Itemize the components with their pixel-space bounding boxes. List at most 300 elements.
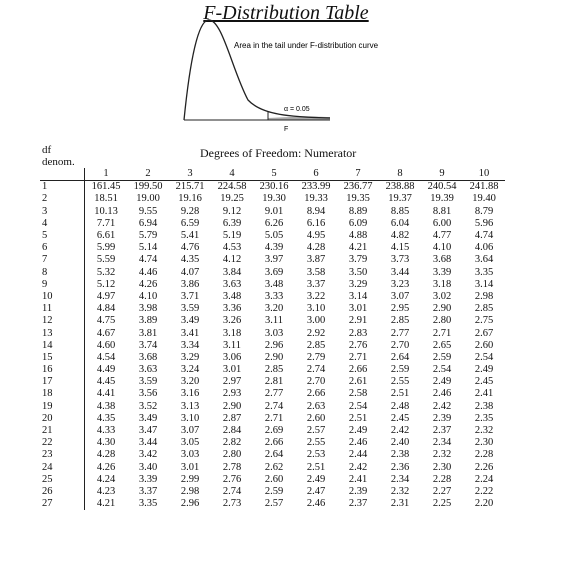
table-cell: 5.05 bbox=[264, 230, 284, 242]
table-cell: 3.01 bbox=[222, 364, 242, 376]
table-cell: 2.51 bbox=[348, 412, 368, 424]
table-cell: 2.69 bbox=[264, 425, 284, 437]
table-cell: 2.96 bbox=[180, 498, 200, 510]
table-cell: 6.00 bbox=[432, 217, 452, 229]
table-cell: 2.45 bbox=[390, 412, 410, 424]
table-cell: 3.07 bbox=[390, 290, 410, 302]
table-cell: 19.37 bbox=[388, 193, 412, 205]
table-cell: 3.01 bbox=[348, 303, 368, 315]
table-cell: 9.12 bbox=[222, 205, 242, 217]
column-header: 6 bbox=[295, 168, 337, 181]
table-cell: 3.03 bbox=[180, 449, 200, 461]
table-cell: 2.64 bbox=[264, 449, 284, 461]
table-cell: 2.35 bbox=[474, 412, 494, 424]
table-cell: 5.12 bbox=[96, 278, 116, 290]
table-cell: 2.85 bbox=[306, 339, 326, 351]
table-cell: 19.00 bbox=[136, 193, 160, 205]
table-cell: 2.41 bbox=[348, 473, 368, 485]
table-cell: 3.74 bbox=[138, 339, 158, 351]
table-cell: 2.48 bbox=[390, 400, 410, 412]
table-cell: 3.23 bbox=[390, 278, 410, 290]
table-cell: 2.38 bbox=[474, 400, 494, 412]
table-cell: 2.40 bbox=[390, 437, 410, 449]
table-cell: 4.38 bbox=[96, 400, 116, 412]
table-cell: 2.46 bbox=[306, 498, 326, 510]
table-row bbox=[40, 303, 505, 315]
table-row bbox=[40, 279, 505, 291]
table-cell: 3.50 bbox=[348, 266, 368, 278]
table-cell: 4.54 bbox=[96, 351, 116, 363]
table-cell: 5.96 bbox=[474, 217, 494, 229]
table-cell: 2.90 bbox=[264, 351, 284, 363]
table-cell: 2.20 bbox=[474, 498, 494, 510]
table-cell: 2.90 bbox=[432, 303, 452, 315]
table-cell: 5.99 bbox=[96, 242, 116, 254]
table-cell: 3.16 bbox=[180, 388, 200, 400]
table-cell: 2.41 bbox=[474, 388, 494, 400]
table-cell: 236.77 bbox=[343, 181, 373, 193]
table-cell: 3.22 bbox=[306, 290, 326, 302]
row-df-label: 1 bbox=[40, 181, 85, 194]
table-cell: 2.80 bbox=[222, 449, 242, 461]
table-cell: 4.84 bbox=[96, 303, 116, 315]
table-cell: 2.91 bbox=[348, 315, 368, 327]
table-row bbox=[40, 486, 505, 498]
table-cell: 2.27 bbox=[432, 485, 452, 497]
row-df-label: 25 bbox=[40, 474, 85, 486]
table-cell: 3.59 bbox=[180, 303, 200, 315]
table-cell: 4.53 bbox=[222, 242, 242, 254]
table-cell: 2.26 bbox=[474, 461, 494, 473]
table-cell: 2.37 bbox=[432, 425, 452, 437]
table-cell: 3.13 bbox=[180, 400, 200, 412]
table-cell: 2.51 bbox=[390, 388, 410, 400]
table-cell: 199.50 bbox=[133, 181, 163, 193]
table-cell: 7.71 bbox=[96, 217, 116, 229]
row-df-label: 27 bbox=[40, 498, 85, 510]
table-cell: 19.33 bbox=[304, 193, 328, 205]
row-df-label: 23 bbox=[40, 449, 85, 461]
row-df-label: 24 bbox=[40, 462, 85, 474]
table-cell: 4.10 bbox=[432, 242, 452, 254]
row-df-label: 15 bbox=[40, 352, 85, 364]
table-cell: 4.77 bbox=[432, 230, 452, 242]
table-cell: 4.41 bbox=[96, 388, 116, 400]
table-cell: 2.77 bbox=[264, 388, 284, 400]
table-cell: 2.44 bbox=[348, 449, 368, 461]
table-cell: 2.24 bbox=[474, 473, 494, 485]
table-cell: 3.81 bbox=[138, 327, 158, 339]
row-df-label: 5 bbox=[40, 230, 85, 242]
table-cell: 2.81 bbox=[264, 376, 284, 388]
table-cell: 2.71 bbox=[432, 327, 452, 339]
table-cell: 4.74 bbox=[138, 254, 158, 266]
column-header: 7 bbox=[337, 168, 379, 181]
row-df-label: 13 bbox=[40, 327, 85, 339]
table-cell: 8.85 bbox=[390, 205, 410, 217]
table-row bbox=[40, 364, 505, 376]
table-cell: 3.41 bbox=[180, 327, 200, 339]
table-cell: 2.60 bbox=[264, 473, 284, 485]
table-cell: 3.26 bbox=[222, 315, 242, 327]
table-cell: 2.90 bbox=[222, 400, 242, 412]
table-cell: 2.49 bbox=[432, 376, 452, 388]
table-cell: 2.76 bbox=[348, 339, 368, 351]
table-cell: 2.63 bbox=[306, 400, 326, 412]
header-corner bbox=[40, 168, 85, 181]
table-cell: 3.71 bbox=[180, 290, 200, 302]
table-cell: 2.77 bbox=[390, 327, 410, 339]
table-row bbox=[40, 254, 505, 266]
table-row bbox=[40, 413, 505, 425]
table-cell: 2.42 bbox=[390, 425, 410, 437]
table-cell: 2.66 bbox=[306, 388, 326, 400]
table-cell: 2.32 bbox=[474, 425, 494, 437]
table-cell: 2.53 bbox=[306, 449, 326, 461]
table-cell: 2.96 bbox=[264, 339, 284, 351]
table-cell: 3.18 bbox=[222, 327, 242, 339]
table-cell: 3.44 bbox=[138, 437, 158, 449]
table-cell: 4.49 bbox=[96, 364, 116, 376]
table-cell: 2.98 bbox=[474, 290, 494, 302]
table-cell: 4.26 bbox=[138, 278, 158, 290]
table-cell: 3.84 bbox=[222, 266, 242, 278]
table-cell: 9.28 bbox=[180, 205, 200, 217]
column-header: 10 bbox=[463, 168, 505, 181]
table-cell: 2.38 bbox=[390, 449, 410, 461]
table-cell: 2.64 bbox=[390, 351, 410, 363]
table-cell: 2.37 bbox=[348, 498, 368, 510]
table-cell: 2.39 bbox=[348, 485, 368, 497]
table-cell: 2.54 bbox=[474, 351, 494, 363]
table-cell: 161.45 bbox=[91, 181, 121, 193]
table-cell: 6.16 bbox=[306, 217, 326, 229]
table-row bbox=[40, 327, 505, 339]
table-cell: 3.48 bbox=[264, 278, 284, 290]
table-cell: 3.98 bbox=[138, 303, 158, 315]
table-cell: 19.39 bbox=[430, 193, 454, 205]
table-row bbox=[40, 498, 505, 510]
table-cell: 3.02 bbox=[432, 290, 452, 302]
table-cell: 2.39 bbox=[432, 412, 452, 424]
table-cell: 3.39 bbox=[432, 266, 452, 278]
table-cell: 2.31 bbox=[390, 498, 410, 510]
column-header: 5 bbox=[253, 168, 295, 181]
table-cell: 3.69 bbox=[264, 266, 284, 278]
table-cell: 3.39 bbox=[138, 473, 158, 485]
table-cell: 2.59 bbox=[432, 351, 452, 363]
page-title: F-Distribution Table bbox=[203, 2, 369, 24]
table-cell: 3.24 bbox=[180, 364, 200, 376]
table-cell: 3.79 bbox=[348, 254, 368, 266]
table-cell: 2.84 bbox=[222, 425, 242, 437]
table-cell: 3.29 bbox=[348, 278, 368, 290]
table-cell: 3.68 bbox=[138, 351, 158, 363]
table-row bbox=[40, 401, 505, 413]
table-cell: 3.49 bbox=[180, 315, 200, 327]
table-cell: 6.26 bbox=[264, 217, 284, 229]
table-cell: 2.92 bbox=[306, 327, 326, 339]
table-row bbox=[40, 462, 505, 474]
table-cell: 3.10 bbox=[180, 412, 200, 424]
table-cell: 3.11 bbox=[265, 315, 283, 327]
table-cell: 2.36 bbox=[390, 461, 410, 473]
table-cell: 233.99 bbox=[301, 181, 331, 193]
table-cell: 4.28 bbox=[306, 242, 326, 254]
column-group-title: Degrees of Freedom: Numerator bbox=[200, 146, 357, 160]
table-cell: 8.89 bbox=[348, 205, 368, 217]
column-header-row bbox=[40, 168, 505, 181]
table-cell: 5.59 bbox=[96, 254, 116, 266]
table-cell: 3.44 bbox=[390, 266, 410, 278]
table-cell: 2.30 bbox=[474, 437, 494, 449]
table-cell: 2.70 bbox=[390, 339, 410, 351]
table-cell: 2.71 bbox=[264, 412, 284, 424]
table-cell: 3.35 bbox=[474, 266, 494, 278]
table-cell: 2.60 bbox=[306, 412, 326, 424]
table-cell: 3.64 bbox=[474, 254, 494, 266]
table-row bbox=[40, 376, 505, 388]
table-cell: 4.60 bbox=[96, 339, 116, 351]
table-cell: 2.28 bbox=[432, 473, 452, 485]
f-table bbox=[40, 168, 505, 510]
table-cell: 3.01 bbox=[180, 461, 200, 473]
table-cell: 6.61 bbox=[96, 230, 116, 242]
table-cell: 3.34 bbox=[180, 339, 200, 351]
table-cell: 2.75 bbox=[474, 315, 494, 327]
table-cell: 4.82 bbox=[390, 230, 410, 242]
table-cell: 5.19 bbox=[222, 230, 242, 242]
table-cell: 2.46 bbox=[348, 437, 368, 449]
row-df-label: 7 bbox=[40, 254, 85, 266]
table-cell: 2.85 bbox=[474, 303, 494, 315]
column-header: 2 bbox=[127, 168, 169, 181]
table-cell: 3.58 bbox=[306, 266, 326, 278]
table-cell: 19.30 bbox=[262, 193, 286, 205]
table-cell: 19.16 bbox=[178, 193, 202, 205]
table-cell: 2.98 bbox=[180, 485, 200, 497]
table-cell: 3.68 bbox=[432, 254, 452, 266]
row-df-label: 17 bbox=[40, 376, 85, 388]
table-cell: 238.88 bbox=[385, 181, 415, 193]
table-cell: 2.78 bbox=[222, 461, 242, 473]
table-cell: 2.55 bbox=[306, 437, 326, 449]
table-row bbox=[40, 352, 505, 364]
table-cell: 2.54 bbox=[432, 364, 452, 376]
table-cell: 2.87 bbox=[222, 412, 242, 424]
table-cell: 4.45 bbox=[96, 376, 116, 388]
table-row bbox=[40, 437, 505, 449]
table-cell: 3.37 bbox=[138, 485, 158, 497]
table-cell: 18.51 bbox=[94, 193, 118, 205]
table-cell: 4.75 bbox=[96, 315, 116, 327]
table-cell: 2.22 bbox=[474, 485, 494, 497]
table-row bbox=[40, 340, 505, 352]
table-cell: 3.20 bbox=[180, 376, 200, 388]
table-cell: 3.97 bbox=[264, 254, 284, 266]
table-cell: 2.34 bbox=[432, 437, 452, 449]
row-df-label: 12 bbox=[40, 315, 85, 327]
row-df-label: 20 bbox=[40, 413, 85, 425]
table-cell: 3.05 bbox=[180, 437, 200, 449]
column-header: 8 bbox=[379, 168, 421, 181]
table-row bbox=[40, 474, 505, 486]
table-cell: 19.40 bbox=[472, 193, 496, 205]
table-cell: 19.35 bbox=[346, 193, 370, 205]
table-cell: 2.62 bbox=[264, 461, 284, 473]
table-cell: 2.42 bbox=[348, 461, 368, 473]
table-row bbox=[40, 291, 505, 303]
table-cell: 3.29 bbox=[180, 351, 200, 363]
table-cell: 2.66 bbox=[348, 364, 368, 376]
table-cell: 2.74 bbox=[264, 400, 284, 412]
table-cell: 3.18 bbox=[432, 278, 452, 290]
table-cell: 3.86 bbox=[180, 278, 200, 290]
table-cell: 4.35 bbox=[180, 254, 200, 266]
row-df-label: 8 bbox=[40, 267, 85, 279]
table-cell: 8.94 bbox=[306, 205, 326, 217]
f-axis-label: F bbox=[284, 126, 289, 133]
table-cell: 6.94 bbox=[138, 217, 158, 229]
column-header: 1 bbox=[85, 168, 128, 181]
table-cell: 4.21 bbox=[96, 498, 116, 510]
table-cell: 19.25 bbox=[220, 193, 244, 205]
table-cell: 2.49 bbox=[348, 425, 368, 437]
table-cell: 2.93 bbox=[222, 388, 242, 400]
table-cell: 2.85 bbox=[390, 315, 410, 327]
table-cell: 4.46 bbox=[138, 266, 158, 278]
column-header: 3 bbox=[169, 168, 211, 181]
table-cell: 2.30 bbox=[432, 461, 452, 473]
table-cell: 4.12 bbox=[222, 254, 242, 266]
table-cell: 4.97 bbox=[96, 290, 116, 302]
column-header: 4 bbox=[211, 168, 253, 181]
table-cell: 3.37 bbox=[306, 278, 326, 290]
table-cell: 3.03 bbox=[264, 327, 284, 339]
table-cell: 2.74 bbox=[222, 485, 242, 497]
table-cell: 4.21 bbox=[348, 242, 368, 254]
table-cell: 3.14 bbox=[348, 290, 368, 302]
row-df-label: 3 bbox=[40, 206, 85, 218]
table-cell: 2.49 bbox=[306, 473, 326, 485]
table-cell: 8.79 bbox=[474, 205, 494, 217]
alpha-label: α = 0.05 bbox=[284, 106, 310, 113]
table-cell: 4.30 bbox=[96, 437, 116, 449]
table-row bbox=[40, 449, 505, 461]
table-cell: 4.74 bbox=[474, 230, 494, 242]
table-cell: 2.67 bbox=[474, 327, 494, 339]
table-cell: 2.45 bbox=[474, 376, 494, 388]
table-cell: 2.82 bbox=[222, 437, 242, 449]
table-cell: 2.55 bbox=[390, 376, 410, 388]
table-cell: 2.99 bbox=[180, 473, 200, 485]
table-cell: 2.32 bbox=[432, 449, 452, 461]
table-cell: 230.16 bbox=[259, 181, 289, 193]
table-cell: 3.48 bbox=[222, 290, 242, 302]
table-cell: 3.10 bbox=[306, 303, 326, 315]
table-cell: 2.51 bbox=[306, 461, 326, 473]
row-df-label: 21 bbox=[40, 425, 85, 437]
row-df-label: 14 bbox=[40, 340, 85, 352]
table-cell: 3.07 bbox=[180, 425, 200, 437]
table-cell: 8.81 bbox=[432, 205, 452, 217]
row-df-label: 18 bbox=[40, 388, 85, 400]
table-cell: 3.47 bbox=[138, 425, 158, 437]
table-cell: 4.67 bbox=[96, 327, 116, 339]
table-cell: 2.66 bbox=[264, 437, 284, 449]
table-row bbox=[40, 181, 505, 194]
table-cell: 2.60 bbox=[474, 339, 494, 351]
row-header-denom: denom. bbox=[42, 156, 75, 168]
table-cell: 2.76 bbox=[222, 473, 242, 485]
table-cell: 4.95 bbox=[306, 230, 326, 242]
table-row bbox=[40, 218, 505, 230]
table-cell: 3.20 bbox=[264, 303, 284, 315]
table-cell: 6.09 bbox=[348, 217, 368, 229]
table-cell: 6.59 bbox=[180, 217, 200, 229]
table-cell: 2.47 bbox=[306, 485, 326, 497]
table-row bbox=[40, 242, 505, 254]
table-cell: 4.26 bbox=[96, 461, 116, 473]
table-cell: 3.11 bbox=[223, 339, 241, 351]
table-cell: 5.41 bbox=[180, 230, 200, 242]
row-df-label: 9 bbox=[40, 279, 85, 291]
row-df-label: 10 bbox=[40, 291, 85, 303]
table-row bbox=[40, 193, 505, 205]
table-cell: 4.39 bbox=[264, 242, 284, 254]
table-cell: 3.14 bbox=[474, 278, 494, 290]
table-cell: 2.59 bbox=[264, 485, 284, 497]
table-row bbox=[40, 267, 505, 279]
table-cell: 6.04 bbox=[390, 217, 410, 229]
table-cell: 2.95 bbox=[390, 303, 410, 315]
table-cell: 4.35 bbox=[96, 412, 116, 424]
row-df-label: 22 bbox=[40, 437, 85, 449]
table-row bbox=[40, 425, 505, 437]
curve-caption: Area in the tail under F-distribution curve bbox=[234, 41, 379, 50]
table-cell: 241.88 bbox=[469, 181, 499, 193]
row-df-label: 2 bbox=[40, 193, 85, 205]
table-cell: 2.42 bbox=[432, 400, 452, 412]
table-cell: 4.06 bbox=[474, 242, 494, 254]
table-cell: 3.33 bbox=[264, 290, 284, 302]
row-df-label: 16 bbox=[40, 364, 85, 376]
table-row bbox=[40, 315, 505, 327]
table-cell: 3.49 bbox=[138, 412, 158, 424]
table-cell: 215.71 bbox=[175, 181, 205, 193]
table-cell: 3.73 bbox=[390, 254, 410, 266]
f-distribution-curve-figure bbox=[0, 0, 572, 140]
table-cell: 3.06 bbox=[222, 351, 242, 363]
table-cell: 2.65 bbox=[432, 339, 452, 351]
table-cell: 6.39 bbox=[222, 217, 242, 229]
table-cell: 3.42 bbox=[138, 449, 158, 461]
row-df-label: 4 bbox=[40, 218, 85, 230]
table-cell: 4.28 bbox=[96, 449, 116, 461]
f-curve bbox=[184, 20, 330, 120]
table-cell: 2.32 bbox=[390, 485, 410, 497]
row-df-label: 11 bbox=[40, 303, 85, 315]
table-cell: 3.63 bbox=[138, 364, 158, 376]
row-df-label: 19 bbox=[40, 401, 85, 413]
table-cell: 240.54 bbox=[427, 181, 457, 193]
table-cell: 2.58 bbox=[348, 388, 368, 400]
row-header-df: df bbox=[42, 144, 52, 156]
table-cell: 2.85 bbox=[264, 364, 284, 376]
table-cell: 3.89 bbox=[138, 315, 158, 327]
table-cell: 4.07 bbox=[180, 266, 200, 278]
table-cell: 2.79 bbox=[306, 351, 326, 363]
